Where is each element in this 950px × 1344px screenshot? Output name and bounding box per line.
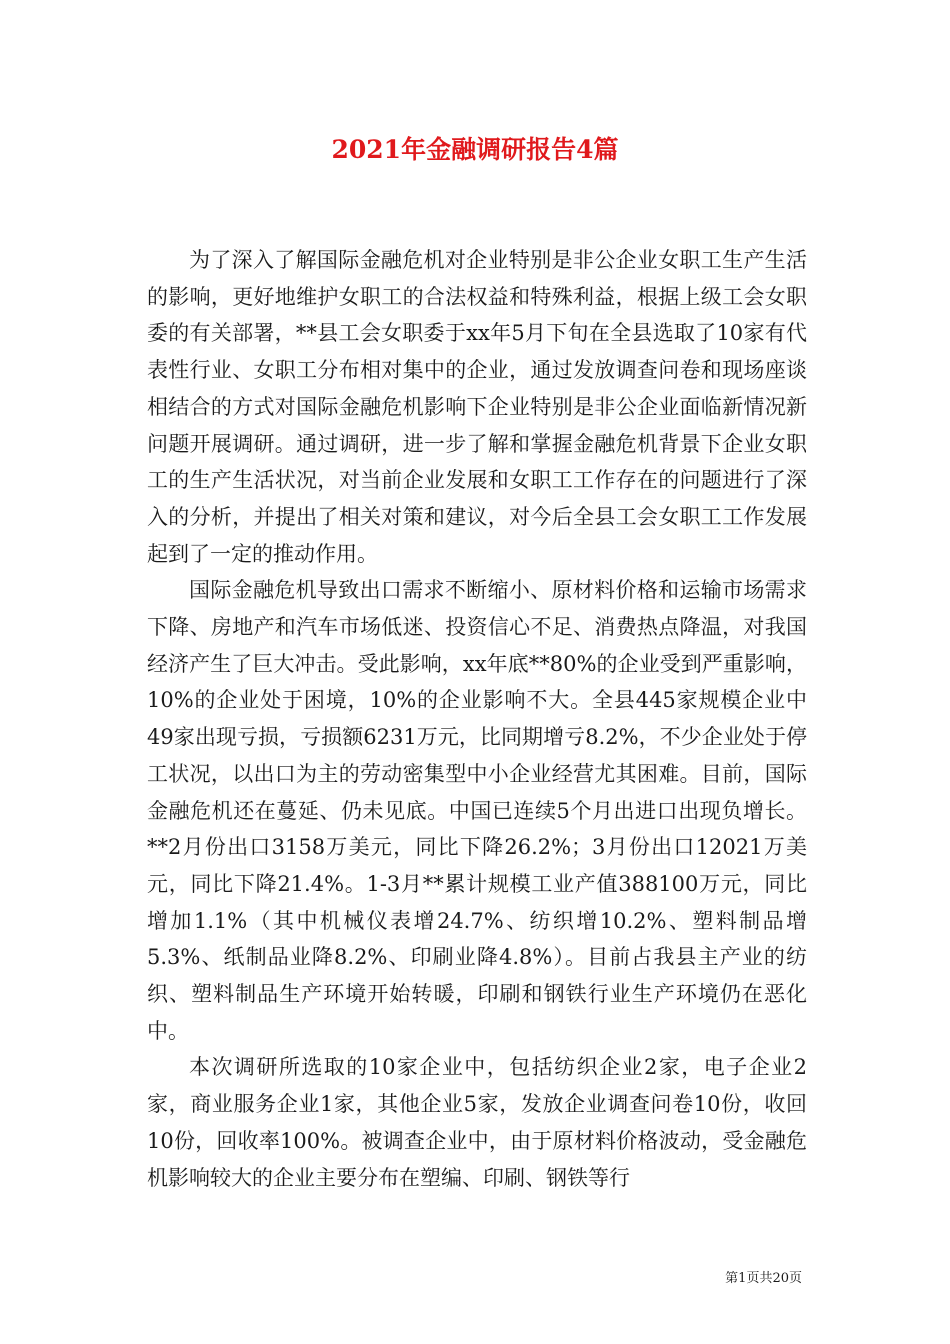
page-number-footer: 第1页共20页	[725, 1271, 802, 1286]
document-body	[147, 242, 807, 1196]
paragraph-2: 国际金融危机导致出口需求不断缩小、原材料价格和运输市场需求下降、房地产和汽车市场低迷、投资信心不足、消费热点降温，对我国经济产生了巨大冲击。受此影响，xx年底**80%的企业受到严重影响，10%的企业处于困境，10%的企业影响不大。全县445家规模企业中49家出现亏损，亏损额6231万元，比同期增亏8.2%，不少企业处于停工状况，以出口为主的劳动密集型中小企业经营尤其困难。目前，国际金融危机还在蔓延、仍未见底。中国已连续5个月出进口出现负增长。**2月份出口3158万美元，同比下降26.2%；3月份出口12021万美元，同比下降21.4%。1-3月**累计规模工业产值388100万元，同比增加1.1%（其中机械仪表增24.7%、纺织增10.2%、塑料制品增5.3%、纸制品业降8.2%、印刷业降4.8%）。目前占我县主产业的纺织、塑料制品生产环境开始转暖，印刷和钢铁行业生产环境仍在恶化中。	[147, 578, 807, 1043]
paragraph-1: 为了深入了解国际金融危机对企业特别是非公企业女职工生产生活的影响，更好地维护女职工的合法权益和特殊利益，根据上级工会女职委的有关部署，**县工会女职委于xx年5月下旬在全县选取了10家有代表性行业、女职工分布相对集中的企业，通过发放调查问卷和现场座谈相结合的方式对国际金融危机影响下企业特别是非公企业面临新情况新问题开展调研。通过调研，进一步了解和掌握金融危机背景下企业女职工的生产生活状况，对当前企业发展和女职工工作存在的问题进行了深入的分析，并提出了相关对策和建议，对今后全县工会女职工工作发展起到了一定的推动作用。	[147, 248, 807, 566]
document-title: 2021年金融调研报告4篇	[331, 135, 619, 164]
paragraph-3: 本次调研所选取的10家企业中，包括纺织企业2家，电子企业2家，商业服务企业1家，其他企业5家，发放企业调查问卷10份，收回10份，回收率100%。被调查企业中，由于原材料价格波动，受金融危机影响较大的企业主要分布在塑编、印刷、钢铁等行	[147, 1055, 807, 1190]
